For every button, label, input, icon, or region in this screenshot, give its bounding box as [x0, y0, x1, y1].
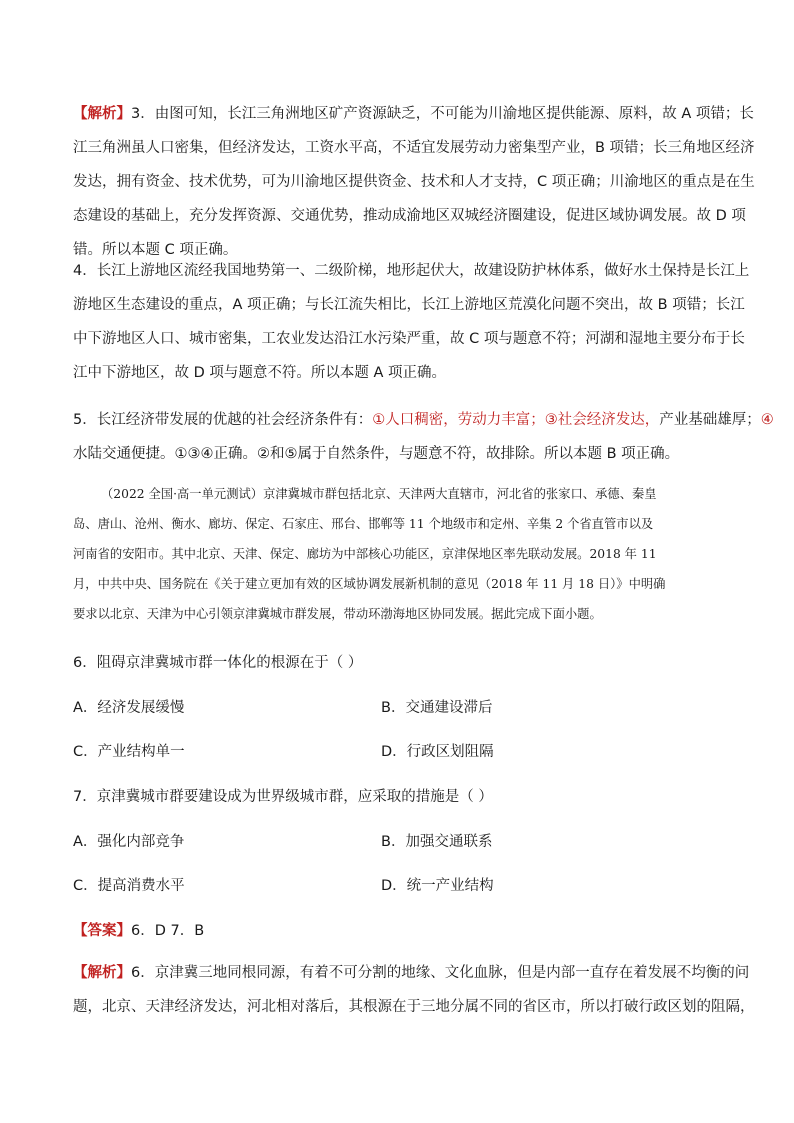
q4-line-4: 江中下游地区，故 D 项与题意不符。所以本题 A 项正确。: [73, 365, 447, 381]
analysis-line-4: 态建设的基础上，充分发挥资源、交通优势，推动成渝地区双城经济圈建设，促进区域协调发展。故 D 项: [73, 208, 746, 224]
analysis2-tag: 【解析】: [73, 965, 131, 981]
q7-option-b: B．加强交通联系: [381, 834, 493, 850]
q4-line-1: 4．长江上游地区流经我国地势第一、二级阶梯，地形起伏大，故建设防护林体系，做好水土保持是长江上: [73, 263, 750, 279]
q6-option-b: B．交通建设滞后: [381, 700, 493, 716]
q5-line-1: 5．长江经济带发展的优越的社会经济条件有：①人口稠密，劳动力丰富；③社会经济发达，产业基础雄厚；④: [73, 412, 774, 428]
stem-line-4: 月，中共中央、国务院在《关于建立更加有效的区域协调发展新机制的意见（2018 年 11 月 18 日）》中明确: [73, 577, 666, 591]
analysis-line-5: 错。所以本题 C 项正确。: [73, 242, 238, 258]
highlight-economy: ③社会经济发达，: [544, 412, 660, 428]
analysis-q3: [73, 97, 755, 267]
q7-option-c: C．提高消费水平: [73, 878, 185, 894]
q6-option-d: D．行政区划阻隔: [381, 744, 494, 760]
stem-line-3: 河南省的安阳市。其中北京、天津、保定、廊坊为中部核心功能区，京津保地区率先联动发展。2018 年 11: [73, 547, 657, 561]
analysis-tag: 【解析】: [73, 106, 131, 122]
answer-tag: 【答案】: [73, 923, 131, 939]
analysis-line-1: 【解析】3．由图可知，长江三角洲地区矿产资源缺乏，不可能为川渝地区提供能源、原料，故 A 项错；长: [73, 106, 754, 122]
stem-line-5: 要求以北京、天津为中心引领京津冀城市群发展，带动环渤海地区协同发展。据此完成下面小题。: [73, 607, 602, 621]
analysis-q6: [73, 956, 755, 1024]
question-stem: [73, 479, 721, 629]
highlight-population: ①人口稠密，劳动力丰富；: [372, 412, 545, 428]
question-7: 7．京津冀城市群要建设成为世界级城市群，应采取的措施是（ ）: [73, 789, 493, 805]
q5-line-2: 水陆交通便捷。①③④正确。②和⑤属于自然条件，与题意不符，故排除。所以本题 B 项正确。: [73, 446, 680, 462]
analysis2-line-2: 题，北京、天津经济发达，河北相对落后，其根源在于三地分属不同的省区市，所以打破行政区划的阻隔，: [73, 999, 755, 1015]
highlight-transport: ④: [760, 412, 774, 428]
q6-option-c: C．产业结构单一: [73, 744, 185, 760]
analysis-line-2: 江三角洲虽人口密集，但经济发达，工资水平高，不适宜发展劳动力密集型产业，B 项错；长三角地区经济: [73, 140, 755, 156]
analysis-q5: [73, 403, 774, 471]
stem-line-1: （2022 全国·高一单元测试）京津冀城市群包括北京、天津两大直辖市，河北省的张家口、承德、秦皇: [101, 487, 657, 501]
answer-line: [73, 921, 204, 941]
q4-line-3: 中下游地区人口、城市密集，工农业发达沿江水污染严重，故 C 项与题意不符；河湖和湿地主要分布于长: [73, 331, 745, 347]
answer-text: 6．D 7．B: [131, 923, 205, 939]
q6-option-a: A．经济发展缓慢: [73, 700, 185, 716]
stem-line-2: 岛、唐山、沧州、衡水、廊坊、保定、石家庄、邢台、邯郸等 11 个地级市和定州、辛集 2 个省直管市以及: [73, 517, 654, 531]
q7-option-a: A．强化内部竞争: [73, 834, 185, 850]
q7-option-d: D．统一产业结构: [381, 878, 494, 894]
analysis-q4: [73, 254, 750, 390]
q4-line-2: 游地区生态建设的重点，A 项正确；与长江流失相比，长江上游地区荒漠化问题不突出，故 B 项错；长江: [73, 297, 745, 313]
analysis2-line-1: 【解析】6．京津冀三地同根同源，有着不可分割的地缘、文化血脉，但是内部一直存在着发展不均衡的问: [73, 965, 750, 981]
analysis-line-3: 发达，拥有资金、技术优势，可为川渝地区提供资金、技术和人才支持，C 项正确；川渝地区的重点是在生: [73, 174, 755, 190]
question-6: 6．阻碍京津冀城市群一体化的根源在于（ ）: [73, 655, 363, 671]
